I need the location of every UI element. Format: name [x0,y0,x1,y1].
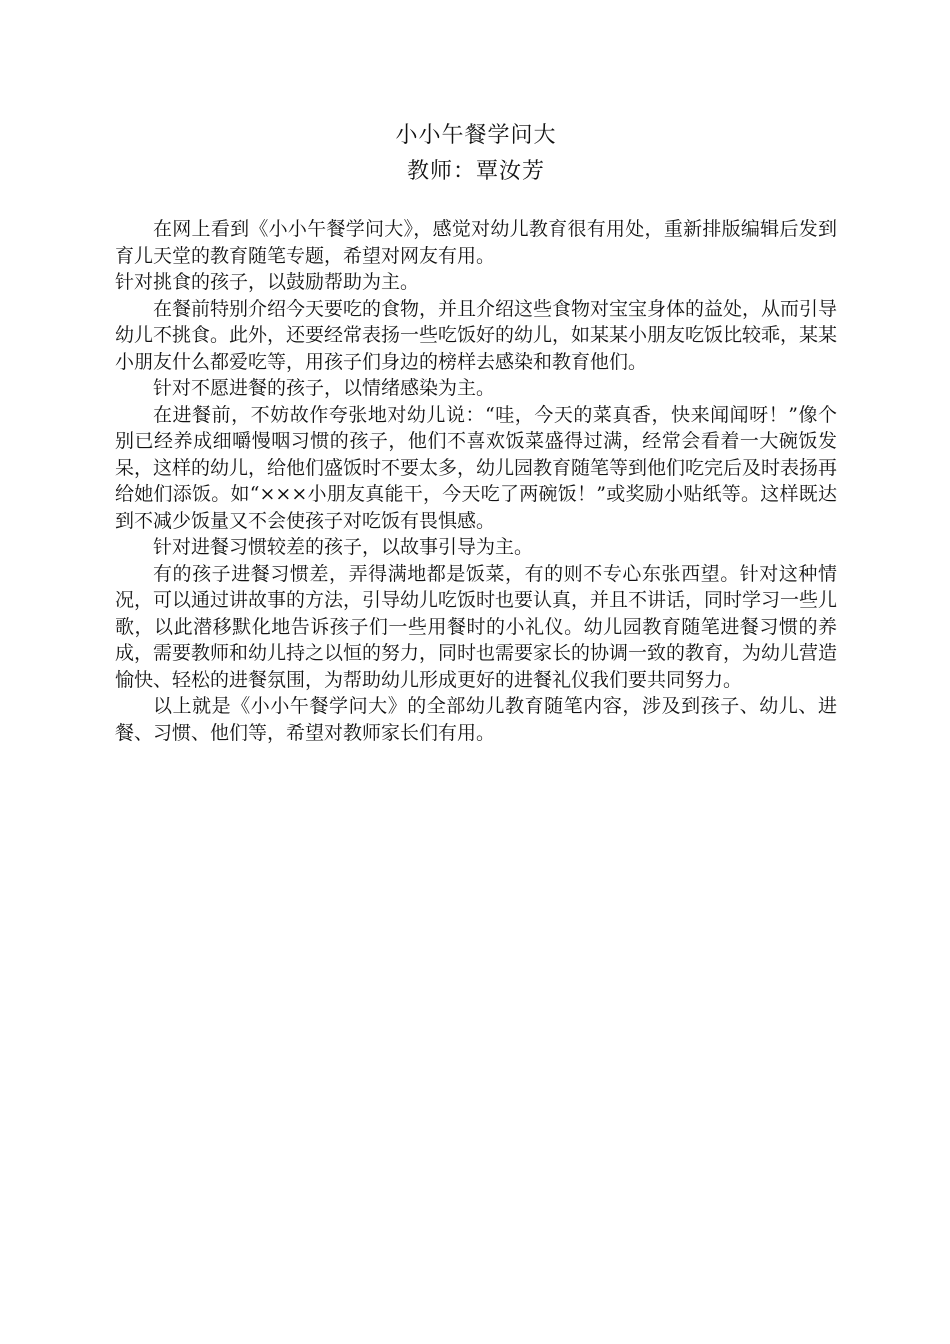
document-author: 教师：覃汝芳 [406,159,545,184]
paragraph-7: 有的孩子进餐习惯差，弄得满地都是饭菜，有的则不专心东张西望。针对这种情况，可以通过讲故事的方法，引导幼儿吃饭时也要认真，并且不讲话，同时学习一些儿歌，以此潜移默化地告诉孩子们一些用餐时的小礼仪。幼儿园教育随笔进餐习惯的养成，需要教师和幼儿持之以恒的努力，同时也需要家长的协调一致的教育，为幼儿营造愉快、轻松的进餐氛围，为帮助幼儿形成更好的进餐礼仪我们要共同努力。 [115,562,838,691]
paragraph-4: 针对不愿进餐的孩子，以情绪感染为主。 [153,377,496,399]
paragraph-6: 针对进餐习惯较差的孩子，以故事引导为主。 [153,536,534,558]
document-page [115,118,837,746]
paragraph-3: 在餐前特别介绍今天要吃的食物，并且介绍这些食物对宝宝身体的益处，从而引导幼儿不挑食。此外，还要经常表扬一些吃饭好的幼儿，如某某小朋友吃饭比较乖，某某小朋友什么都爱吃等，用孩子们身边的榜样去感染和教育他们。 [115,297,838,373]
paragraph-5: 在进餐前，不妨故作夸张地对幼儿说：“哇，今天的菜真香，快来闻闻呀！”像个别已经养成细嚼慢咽习惯的孩子，他们不喜欢饭菜盛得过满，经常会看着一大碗饭发呆，这样的幼儿，给他们盛饭时不要太多，幼儿园教育随笔等到他们吃完后及时表扬再给她们添饭。如“×××小朋友真能干，今天吃了两碗饭！”或奖励小贴纸等。这样既达到不减少饭量又不会使孩子对吃饭有畏惧感。 [115,403,838,532]
paragraph-1: 在网上看到《小小午餐学问大》，感觉对幼儿教育很有用处，重新排版编辑后发到育儿天堂的教育随笔专题，希望对网友有用。 [115,218,837,267]
paragraph-8: 以上就是《小小午餐学问大》的全部幼儿教育随笔内容，涉及到孩子、幼儿、进餐、习惯、他们等，希望对教师家长们有用。 [115,695,837,744]
document-title: 小小午餐学问大 [395,123,557,148]
paragraph-2: 针对挑食的孩子，以鼓励帮助为主。 [115,271,420,293]
document-body [115,216,837,746]
